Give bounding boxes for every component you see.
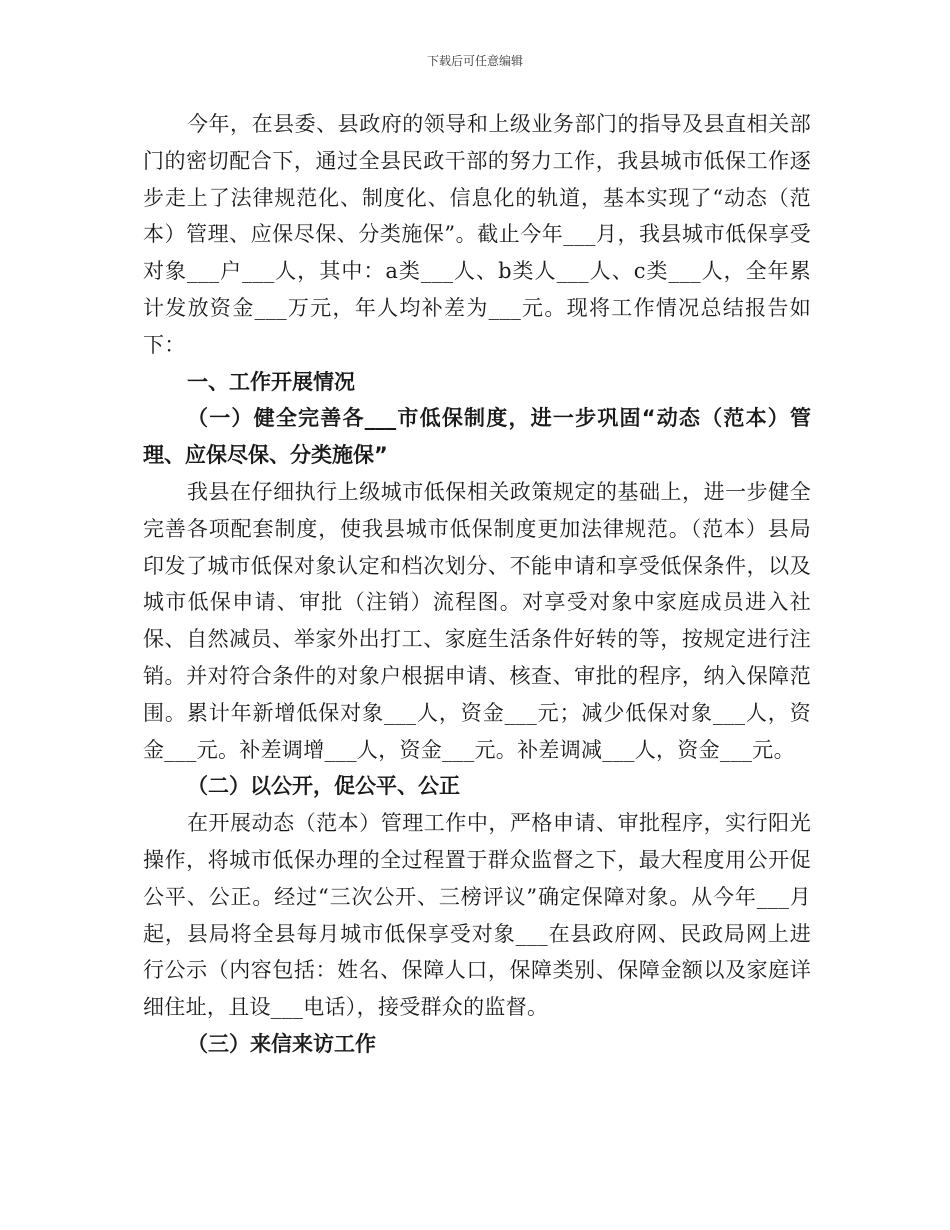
subsection-heading-3: （三）来信来访工作: [187, 1031, 376, 1056]
subsection-heading-2: （二）以公开，促公平、公正: [187, 774, 460, 799]
intro-paragraph: 今年，在县委、县政府的领导和上级业务部门的指导及县直相关部门的密切配合下，通过全县民政干部的努力工作，我县城市低保工作逐步走上了法律规范化、制度化、信息化的轨道，基本实现了“动态（范本）管理、应保尽保、分类施保”。截止今年___月，我县城市低保享受对象___户___人，其中：a类___人、b类人___人、c类___人，全年累计发放资金___万元，年人均补差为___元。现将工作情况总结报告如下：: [143, 112, 811, 357]
section-heading-work-overview: 一、工作开展情况: [187, 369, 355, 394]
paragraph-system-improvement: 我县在仔细执行上级城市低保相关政策规定的基础上，进一步健全完善各项配套制度，使我县城市低保制度更加法律规范。（范本）县局印发了城市低保对象认定和档次划分、不能申请和享受低保条件，以及城市低保申请、审批（注销）流程图。对享受对象中家庭成员进入社保、自然减员、举家外出打工、家庭生活条件好转的等，按规定进行注销。并对符合条件的对象户根据申请、核查、审批的程序，纳入保障范围。累计年新增低保对象___人，资金___元；减少低保对象___人，资金___元。补差调增___人，资金___元。补差调减___人，资金___元。: [143, 479, 811, 762]
header-note: 下载后可任意编辑: [426, 54, 523, 68]
paragraph-transparency: 在开展动态（范本）管理工作中，严格申请、审批程序，实行阳光操作，将城市低保办理的全过程置于群众监督之下，最大程度用公开促公平、公正。经过“三次公开、三榜评议”确定保障对象。从今年___月起，县局将全县每月城市低保享受对象___在县政府网、民政局网上进行公示（内容包括：姓名、保障人口，保障类别、保障金额以及家庭详细住址，且设___电话），接受群众的监督。: [143, 811, 811, 1020]
document-body: [143, 106, 811, 1063]
subsection-heading-1: （一）健全完善各___市低保制度，进一步巩固“动态（范本）管理、应保尽保、分类施保”: [143, 406, 811, 468]
